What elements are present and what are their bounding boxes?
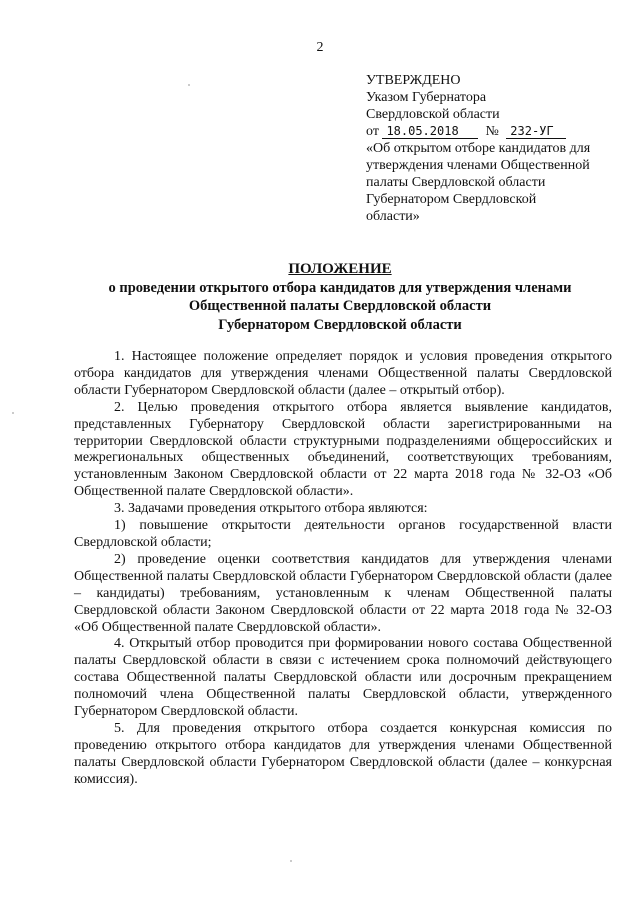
- paragraph-4: 4. Открытый отбор проводится при формировании нового состава Общественной палаты Свердловской области в связи с истечением срока полномочий действующего состава Общественной палаты Свердловской области или досрочным прекращением полномочий члена Общественной палаты Свердловской области, утвержденного Губернатором Свердловской области.: [74, 636, 612, 720]
- paragraph-3-item-2: 2) проведение оценки соответствия кандидатов для утверждения членами Общественной палаты Свердловской области Губернатором Свердловской области (далее – кандидаты) требованиям, установленным к членам Общественной палаты Свердловской области Законом Свердловской области от 22 марта 2018 года № 32-ОЗ «Об Общественной палате Свердловской области».: [74, 551, 612, 635]
- number-prefix: №: [485, 124, 499, 139]
- approval-stamp-block: [366, 72, 616, 225]
- approval-heading: УТВЕРЖДЕНО: [366, 73, 461, 88]
- approval-date-number-line: [366, 123, 616, 140]
- scan-speck: [12, 412, 14, 414]
- decree-title-line: палаты Свердловской области: [366, 175, 546, 190]
- decree-title-line: утверждения членами Общественной: [366, 158, 590, 173]
- document-title-line: Общественной палаты Свердловской области: [188, 298, 492, 314]
- decree-title-line: «Об открытом отборе кандидатов для: [366, 141, 591, 156]
- decree-title-line: Губернатором Свердловской: [366, 192, 537, 207]
- paragraph-3: 3. Задачами проведения открытого отбора являются:: [114, 501, 428, 517]
- decree-date: 18.05.2018: [382, 124, 478, 139]
- paragraph-1: 1. Настоящее положение определяет порядок и условия проведения открытого отбора кандидатов для утверждения членами Общественной палаты Свердловской области Губернатором Свердловской области (далее – открытый отбор).: [74, 349, 612, 398]
- document-title: [60, 260, 620, 334]
- scan-speck: [188, 84, 190, 86]
- paragraph-5: 5. Для проведения открытого отбора создается конкурсная комиссия по проведению открытого отбора кандидатов для утверждения членами Общественной палаты Свердловской области Губернатором Свердловской области (далее – конкурсная комиссия).: [74, 720, 612, 787]
- document-title-main: ПОЛОЖЕНИЕ: [288, 261, 392, 277]
- scan-speck: [290, 860, 292, 862]
- decree-number: 232-УГ: [506, 124, 566, 139]
- approval-line-decree: Указом Губернатора: [366, 90, 487, 105]
- paragraph-3-item-1: 1) повышение открытости деятельности органов государственной власти Свердловской области;: [74, 518, 612, 550]
- document-body: [74, 349, 612, 789]
- document-title-line: о проведении открытого отбора кандидатов для утверждения членами: [108, 279, 572, 296]
- date-prefix: от: [366, 124, 379, 139]
- page-number: 2: [316, 40, 324, 55]
- approval-line-region: Свердловской области: [366, 107, 500, 122]
- document-title-line: Губернатором Свердловской области: [218, 316, 462, 333]
- decree-title-line: области»: [366, 209, 420, 224]
- paragraph-2: 2. Целью проведения открытого отбора является выявление кандидатов, представленных Губернатору Свердловской области зарегистрированными на территории Свердловской области структурными подразделениями общероссийских и межрегиональных общественных объединений, соответствующих требованиям, установленным Законом Свердловской области от 22 марта 2018 года № 32-ОЗ «Об Общественной палате Свердловской области».: [74, 399, 612, 500]
